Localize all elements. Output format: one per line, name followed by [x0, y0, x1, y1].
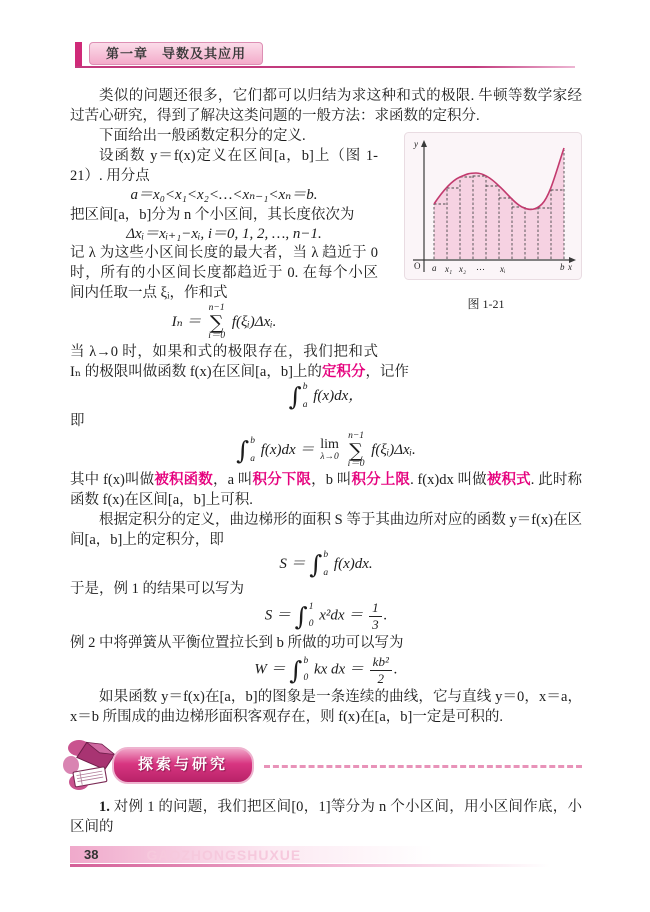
figure-caption: 图 1-21 — [467, 297, 505, 311]
term-lower-limit: 积分下限 — [252, 472, 312, 489]
integral-sign: ∫ b 0 — [289, 655, 309, 685]
paragraph: 记 λ 为这些小区间长度的最大者，当 λ 趋近于 0 时，所有的小区间长度都趋近于 0. 在每个小区间内任取一点 ξᵢ，作和式 — [70, 245, 378, 301]
formula-delta-x: Δxᵢ＝xᵢ₊₁−xᵢ, i＝0, 1, 2, …, n−1. — [126, 225, 322, 242]
page-footer — [70, 846, 575, 867]
svg-text:O: O — [414, 261, 421, 271]
fraction: $\frac{\text{kb²}}{2}$ — [370, 654, 392, 686]
paragraph: 即 — [70, 413, 85, 430]
integral-sign: ∫ 1 0 — [294, 601, 314, 631]
svg-text:x₁: x₁ — [445, 264, 453, 274]
term-integrand-expression: 被积式 — [486, 472, 531, 489]
limit-notation: lim λ→0 — [320, 437, 339, 463]
explore-research-banner — [62, 737, 582, 793]
paragraph: 例 2 中将弹簧从平衡位置拉长到 b 所做的功可以写为 — [70, 635, 404, 652]
paragraph: 根据定积分的定义，曲边梯形的面积 S 等于其曲边所对应的函数 y＝f(x)在区间[a，b]上的定积分，即 — [70, 512, 582, 549]
formula-example1: S ＝ ∫ 1 0 x²dx ＝ $\frac{1}{3}$ . — [264, 600, 388, 632]
header-rule — [75, 66, 575, 68]
chapter-label: 第一章 导数及其应用 — [89, 42, 263, 65]
term-upper-limit: 积分上限 — [351, 472, 411, 489]
svg-text:a: a — [432, 263, 437, 273]
svg-text:…: … — [476, 262, 485, 272]
paragraph: 如果函数 y＝f(x)在[a，b]的图象是一条连续的曲线，它与直线 y＝0，x＝a，x＝b 所围成的曲边梯形面积客观存在，则 f(x)在[a，b]一定是可积的. — [70, 689, 582, 726]
svg-text:b: b — [560, 262, 565, 272]
sigma-notation: n−1 ∑ i＝0 — [347, 431, 365, 469]
footer-rule — [70, 864, 575, 867]
formula-integral-definition: ∫ b a f(x)dx ＝ lim λ→0 n−1 ∑ i＝0 f(ξᵢ)Δxᵢ. — [236, 431, 416, 469]
page-content — [70, 86, 582, 837]
paragraph: 下面给出一般函数定积分的定义. — [99, 128, 306, 144]
integral-sign: ∫ b a — [288, 382, 308, 412]
paragraph: 设函数 y＝f(x)定义在区间[a，b]上（图 1-21）. 用分点 — [70, 148, 378, 184]
paragraph: 其中 f(x)叫做被积函数，a 叫积分下限，b 叫积分上限. f(x)dx 叫做被积式. 此时称函数 f(x)在区间[a，b]上可积. — [70, 472, 582, 509]
paragraph: 当 λ→0 时，如果和式的极限存在，我们把和式 Iₙ 的极限叫做函数 f(x)在区间[a，b]上的定积分，记作 — [70, 344, 409, 381]
fraction: $\frac{1}{3}$ — [369, 600, 382, 632]
figure-1-21 — [390, 132, 582, 356]
integral-sign: ∫ b a — [309, 550, 329, 580]
term-integrand-function: 被积函数 — [154, 472, 213, 489]
page-number: 38 — [84, 847, 99, 862]
sigma-notation: n−1 ∑ i＝0 — [208, 303, 226, 341]
formula-example2: W ＝ ∫ b 0 kx dx ＝ $\frac{\text{kb²}}{2}$ . — [254, 654, 398, 686]
formula-area: S ＝ ∫ b a f(x)dx. — [279, 550, 373, 580]
formula-riemann-sum: Iₙ ＝ n−1 ∑ i＝0 f(ξᵢ)Δxᵢ. — [171, 303, 277, 341]
chapter-accent-bar — [75, 42, 82, 67]
dashed-rule — [264, 765, 582, 768]
svg-text:x₂: x₂ — [459, 264, 467, 274]
term-definite-integral: 定积分 — [321, 364, 366, 381]
formula-partition-points: a＝x₀<x₁<x₂<…<xₙ₋₁<xₙ＝b. — [130, 187, 318, 203]
watermark-text: GAOZHONGSHUXUE — [146, 846, 302, 863]
svg-text:x: x — [568, 262, 572, 272]
svg-text:y: y — [414, 139, 418, 149]
paragraph: 把区间[a，b]分为 n 个小区间，其长度依次为 — [70, 206, 355, 223]
explore-research-title: 探索与研究 — [112, 747, 254, 784]
integral-sign: ∫ b a — [236, 436, 255, 466]
exercise-item-1: 1. 对例 1 的问题，我们把区间[0，1]等分为 n 个小区间，用小区间作底，小区间的 — [70, 799, 582, 836]
page-header — [75, 42, 575, 66]
paragraph: 类似的问题还很多，它们都可以归结为求这种和式的极限. 牛顿等数学家经过苦心研究，得到了解决这类问题的一般方法：求函数的定积分. — [70, 88, 582, 124]
area-under-curve-figure — [404, 132, 582, 280]
paragraph: 于是，例 1 的结果可以写为 — [70, 581, 244, 598]
svg-text:xᵢ: xᵢ — [500, 264, 506, 274]
formula-integral-notation: ∫ b a f(x)dx， — [288, 382, 364, 412]
